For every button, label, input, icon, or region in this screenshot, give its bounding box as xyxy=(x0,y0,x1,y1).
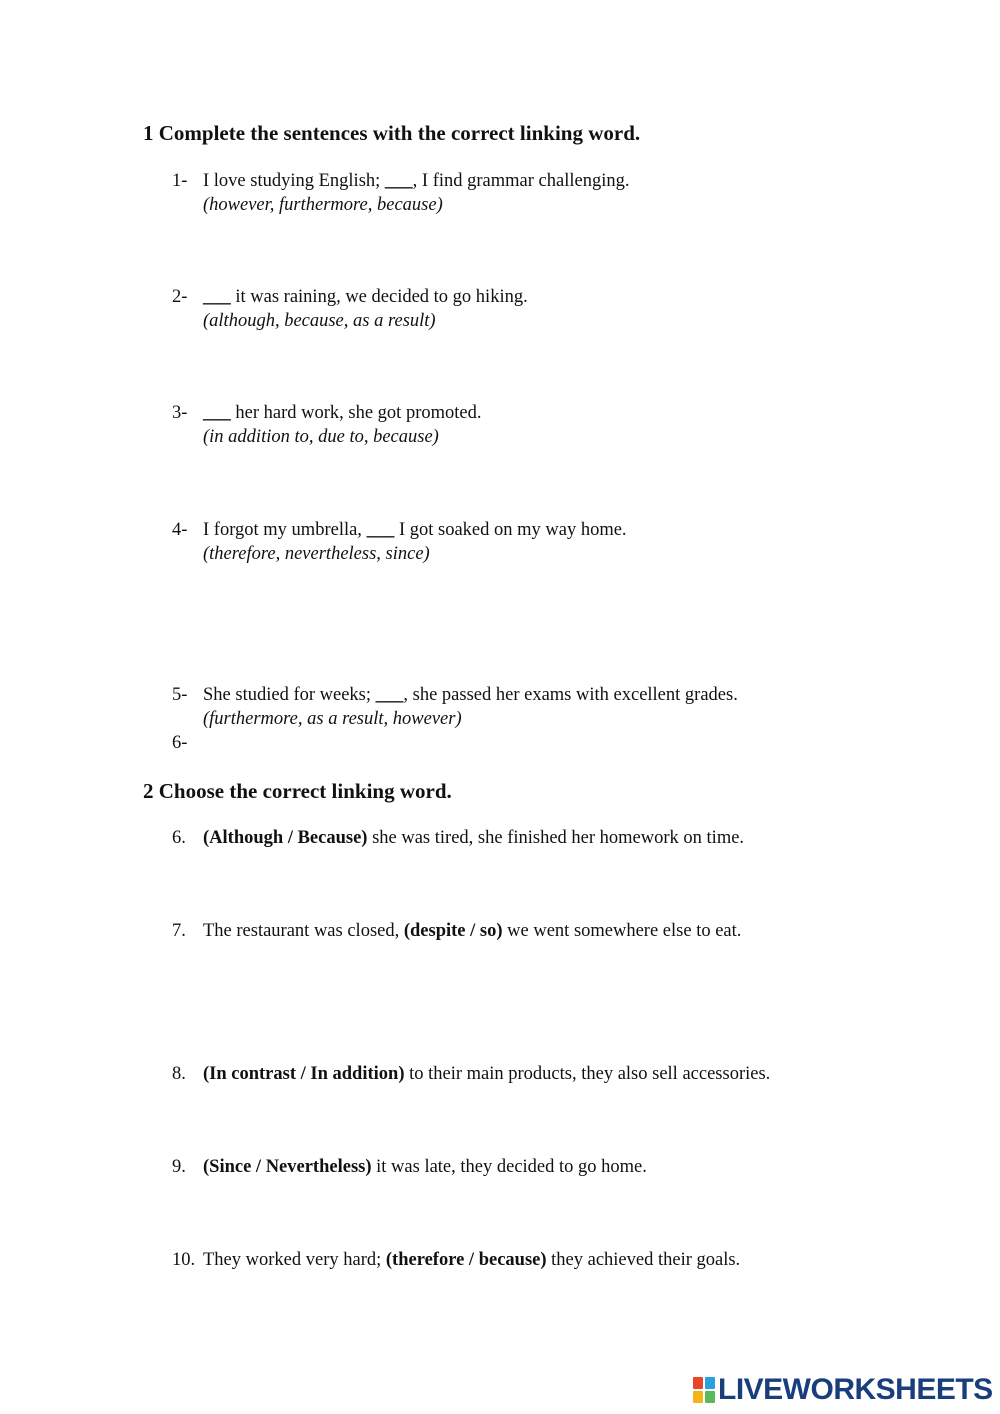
item-sentence: I forgot my umbrella, ___ I got soaked on my way home. xyxy=(203,520,627,540)
liveworksheets-logo-icon xyxy=(693,1377,715,1403)
choice-options[interactable]: (In contrast / In addition) xyxy=(203,1064,405,1084)
item-number: 6. xyxy=(172,828,186,848)
item-sentence: The restaurant was closed, (despite / so) we went somewhere else to eat. xyxy=(203,921,742,941)
item-sentence: (In contrast / In addition) to their main products, they also sell accessories. xyxy=(203,1064,771,1084)
item-sentence: She studied for weeks; ___, she passed her exams with excellent grades. xyxy=(203,685,738,705)
item-options: (although, because, as a result) xyxy=(203,311,436,331)
answer-blank[interactable]: ___ xyxy=(375,685,404,705)
choice-options[interactable]: (Although / Because) xyxy=(203,828,368,848)
logo-tile xyxy=(693,1377,703,1389)
logo-tile xyxy=(693,1391,703,1403)
item-options: (however, furthermore, because) xyxy=(203,195,443,215)
item-number: 7. xyxy=(172,921,186,941)
liveworksheets-logo xyxy=(693,1374,993,1406)
logo-wordmark: LIVEWORKSHEETS xyxy=(718,1373,993,1406)
item-number: 9. xyxy=(172,1157,186,1177)
logo-tile xyxy=(705,1377,715,1389)
item-options: (in addition to, due to, because) xyxy=(203,427,439,447)
item-number: 1- xyxy=(172,171,188,191)
choice-options[interactable]: (therefore / because) xyxy=(385,1250,547,1270)
logo-tile xyxy=(705,1391,715,1403)
item-options: (furthermore, as a result, however) xyxy=(203,709,462,729)
answer-blank[interactable]: ___ xyxy=(366,520,395,540)
item-sentence: (Since / Nevertheless) it was late, they decided to go home. xyxy=(203,1157,647,1177)
section-2-title: 2 Choose the correct linking word. xyxy=(143,779,452,803)
item-number: 6- xyxy=(172,733,188,753)
choice-options[interactable]: (despite / so) xyxy=(403,921,503,941)
item-sentence: (Although / Because) she was tired, she finished her homework on time. xyxy=(203,828,745,848)
item-number: 8. xyxy=(172,1064,186,1084)
answer-blank[interactable]: ___ xyxy=(384,171,413,191)
item-sentence: I love studying English; ___, I find grammar challenging. xyxy=(203,171,630,191)
answer-blank[interactable]: ___ xyxy=(203,287,231,307)
item-sentence: ___ it was raining, we decided to go hiking. xyxy=(203,287,528,307)
item-options: (therefore, nevertheless, since) xyxy=(203,544,430,564)
item-sentence: They worked very hard; (therefore / because) they achieved their goals. xyxy=(203,1250,741,1270)
section-1-title: 1 Complete the sentences with the correct linking word. xyxy=(143,121,641,145)
item-number: 2- xyxy=(172,287,188,307)
item-sentence: ___ her hard work, she got promoted. xyxy=(203,403,482,423)
item-number: 3- xyxy=(172,403,188,423)
item-number: 10. xyxy=(172,1250,196,1270)
item-number: 4- xyxy=(172,520,188,540)
answer-blank[interactable]: ___ xyxy=(203,403,231,423)
choice-options[interactable]: (Since / Nevertheless) xyxy=(203,1157,372,1177)
item-number: 5- xyxy=(172,685,188,705)
